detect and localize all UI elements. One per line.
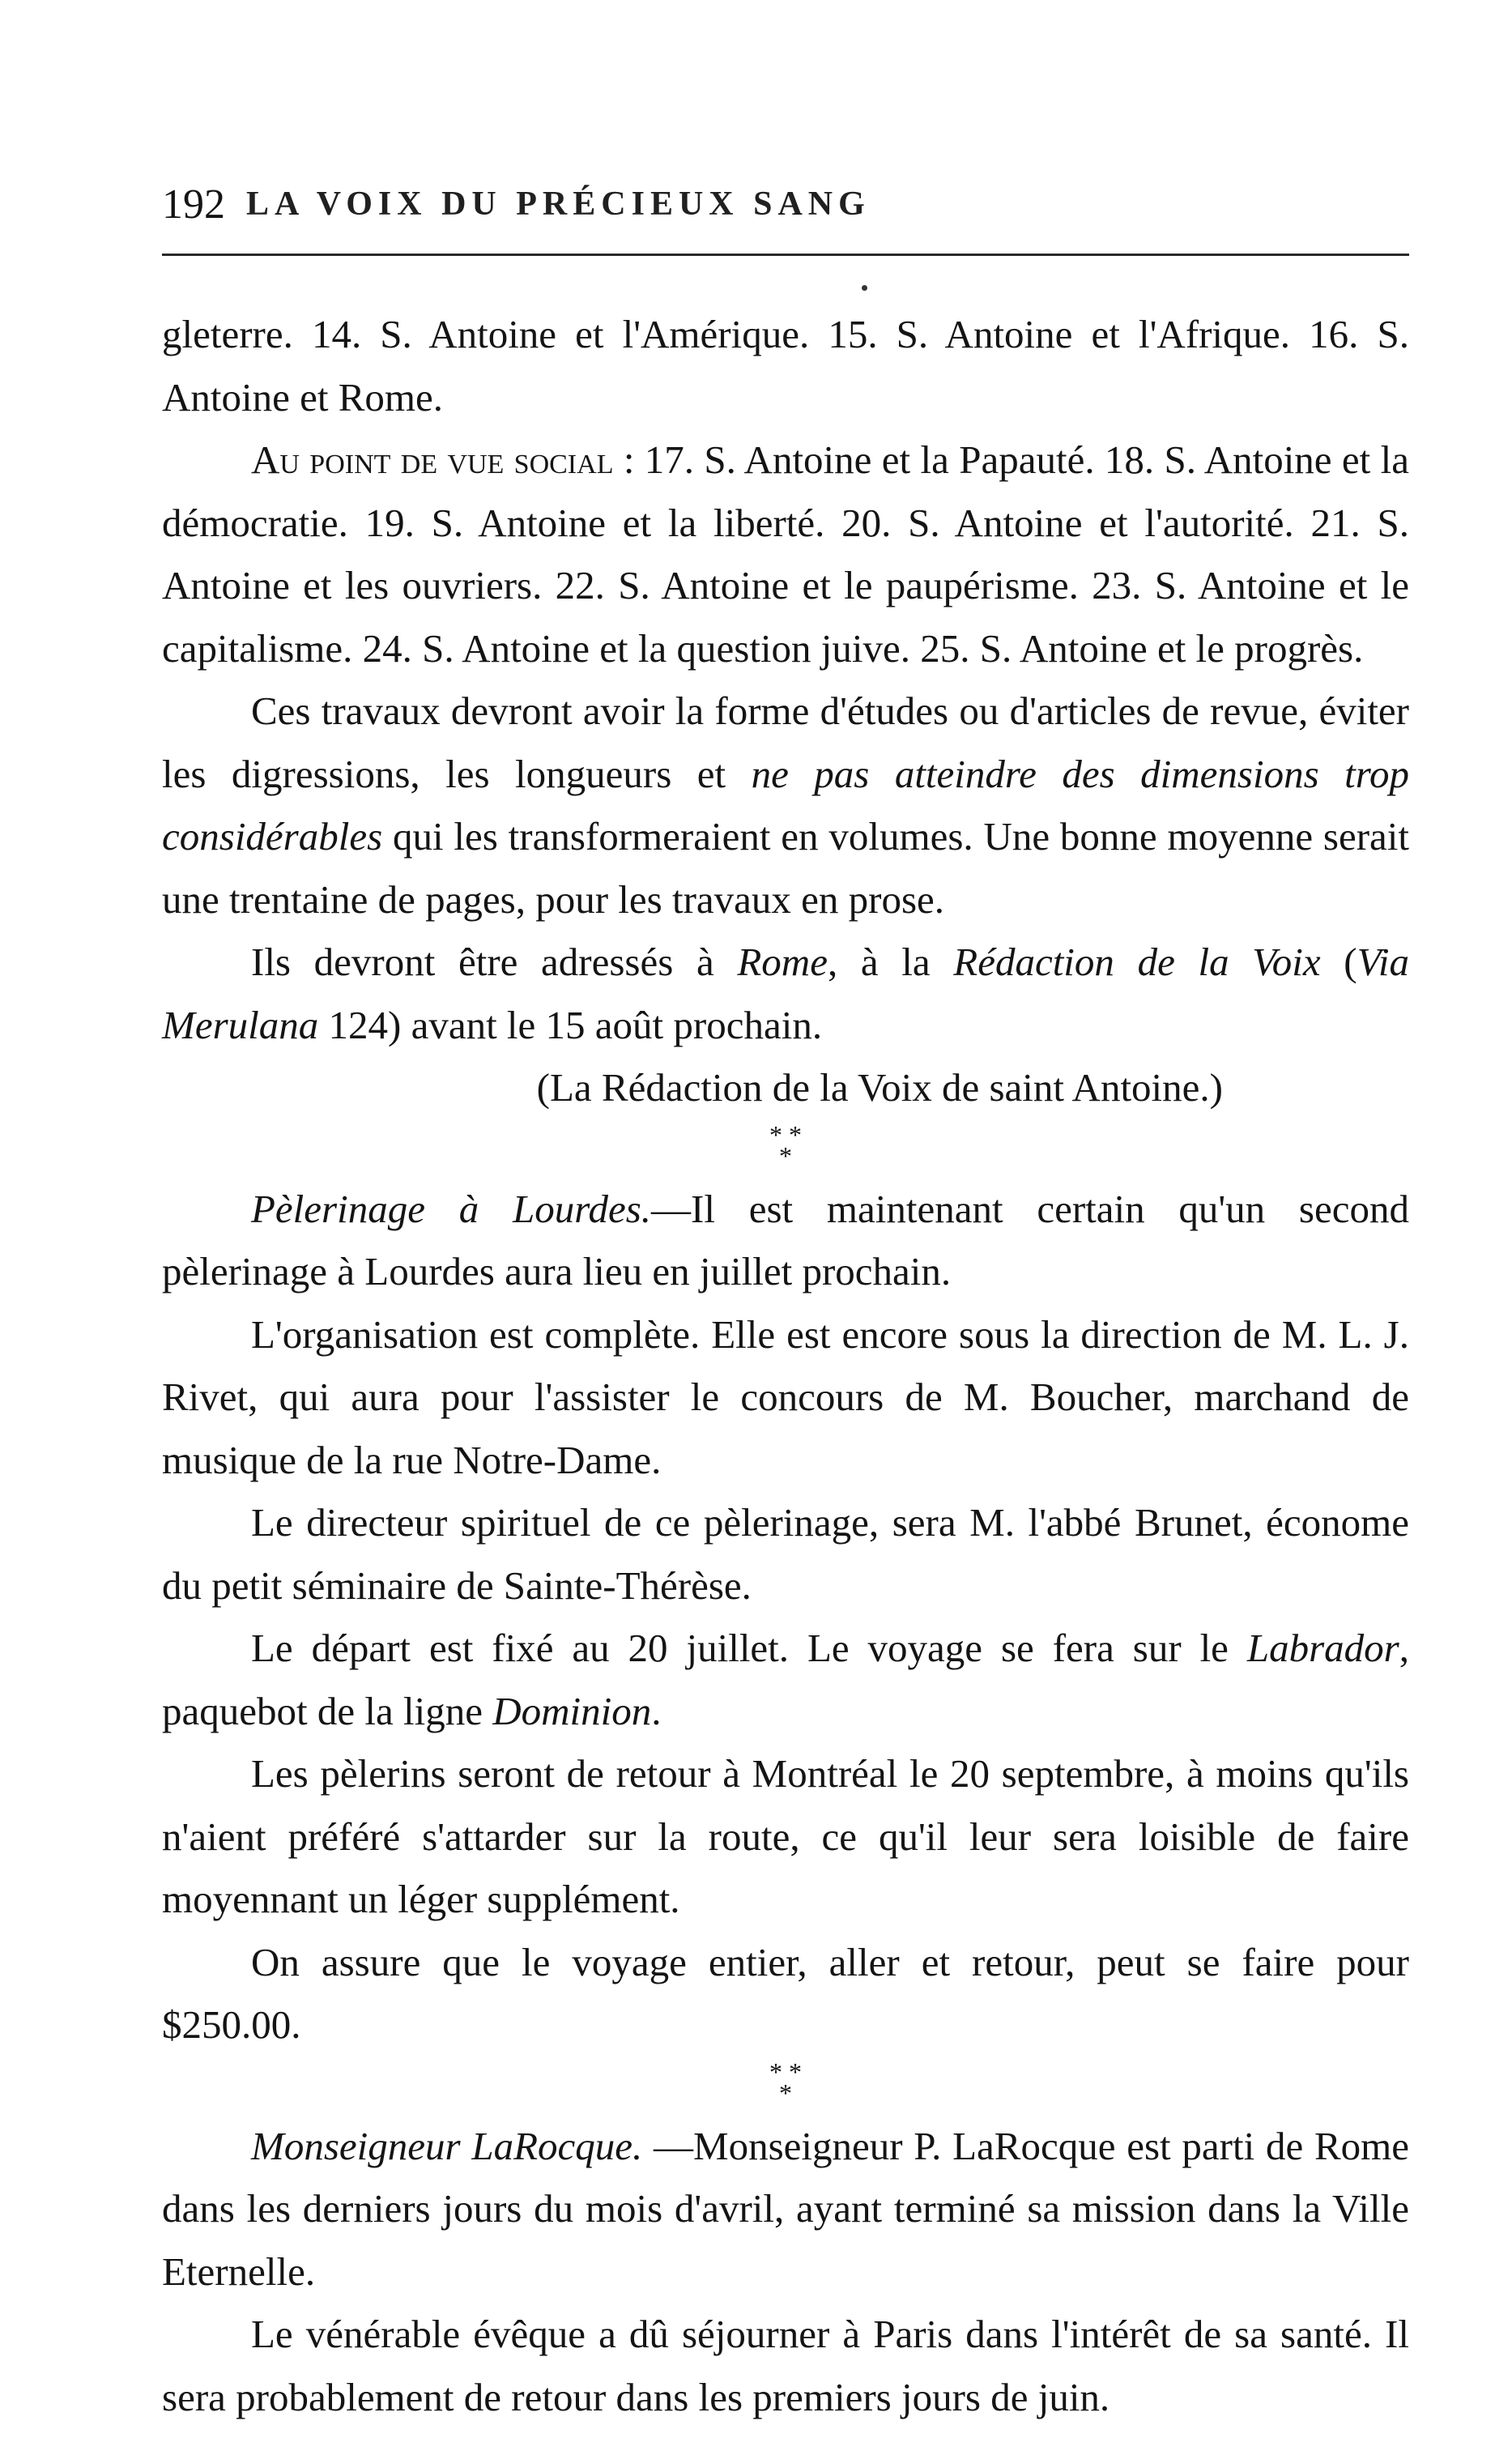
paragraph-health: Le vénérable évêque a dû séjourner à Paris dans l'intérêt de sa santé. Il sera probablement de retour dans les premiers jours de juin. bbox=[162, 2312, 1409, 2419]
page-header bbox=[162, 180, 1409, 228]
signature-line: (La Rédaction de la Voix de saint Antoine.) bbox=[536, 1065, 1223, 1110]
paragraph-address bbox=[162, 931, 1409, 1056]
page-body bbox=[162, 303, 1409, 2428]
text-run: , paquebot de la ligne bbox=[162, 1626, 1409, 1733]
italic-run: Via Merulana bbox=[162, 940, 1409, 1047]
italic-heading: Pèlerinage à Lourdes. bbox=[251, 1186, 652, 1231]
paragraph-topics-continued: gleterre. 14. S. Antoine et l'Amérique. 15. S. Antoine et l'Afrique. 16. S. Antoine et Rome. bbox=[162, 312, 1409, 420]
paragraph-social-topics bbox=[162, 428, 1409, 680]
paragraph-larocque bbox=[162, 2115, 1409, 2304]
paragraph-guidelines bbox=[162, 680, 1409, 931]
ornament-dot bbox=[862, 285, 867, 291]
text-run: qui les transformeraient en volumes. Une bonne moyenne serait une trentaine de pages, pour les travaux en prose. bbox=[162, 814, 1409, 922]
section-lead: Au point de vue social : bbox=[251, 437, 635, 482]
text-run: Ces travaux devront avoir la forme d'études ou d'articles de revue, éviter les digressions, les longueurs et bbox=[162, 688, 1409, 796]
italic-run: ne pas atteindre des dimensions trop considérables bbox=[162, 751, 1409, 859]
italic-run: Dominion bbox=[492, 1688, 652, 1733]
paragraph-organisation: L'organisation est complète. Elle est encore sous la direction de M. L. J. Rivet, qui aura pour l'assister le concours de M. Boucher, marchand de musique de la rue Notre-Dame. bbox=[162, 1311, 1409, 1482]
paragraph-text: —Il est maintenant certain qu'un second pèlerinage à Lourdes aura lieu en juillet prochain. bbox=[162, 1186, 1409, 1294]
paragraph-text: —Monseigneur P. LaRocque est parti de Rome dans les derniers jours du mois d'avril, ayant terminé sa mission dans la Ville Eternelle. bbox=[162, 2123, 1409, 2294]
section-separator: * * * bbox=[769, 1119, 802, 1170]
text-run: Le départ est fixé au 20 juillet. Le voyage se fera sur le bbox=[251, 1626, 1247, 1670]
italic-run: Rome bbox=[737, 940, 828, 984]
text-run: . bbox=[651, 1688, 662, 1733]
paragraph-return: Les pèlerins seront de retour à Montréal le 20 septembre, à moins qu'ils n'aient préféré s'attarder sur la route, ce qu'il leur sera loisible de faire moyennant un léger supplément. bbox=[162, 1751, 1409, 1921]
text-run: , à la bbox=[827, 940, 954, 984]
section-separator: * * * bbox=[769, 2057, 802, 2108]
running-head: LA VOIX DU PRÉCIEUX SANG bbox=[246, 185, 871, 223]
italic-run: Labrador bbox=[1246, 1626, 1399, 1670]
header-rule bbox=[162, 254, 1409, 256]
text-run: 124) avant le 15 août prochain. bbox=[318, 1002, 823, 1047]
page-number: 192 bbox=[162, 181, 225, 228]
italic-heading: Monseigneur LaRocque. bbox=[251, 2123, 643, 2168]
text-run: ( bbox=[1320, 940, 1357, 984]
paragraph-text: 17. S. Antoine et la Papauté. 18. S. Antoine et la démocratie. 19. S. Antoine et la liberté. 20. S. Antoine et l'autorité. 21. S. Antoine et les ouvriers. 22. S. Antoine et le paupérisme. 23. S. Antoine et le capitalisme. 24. S. Antoine et la question juive. 25. S. Antoine et le progrès. bbox=[162, 437, 1409, 671]
paragraph-lourdes bbox=[162, 1178, 1409, 1303]
paragraph-departure bbox=[162, 1617, 1409, 1742]
italic-run: Rédaction de la Voix bbox=[953, 940, 1321, 984]
text-run: Ils devront être adressés à bbox=[251, 940, 738, 984]
paragraph-cost: On assure que le voyage entier, aller et retour, peut se faire pour $250.00. bbox=[162, 1939, 1409, 2047]
paragraph-director: Le directeur spirituel de ce pèlerinage, sera M. l'abbé Brunet, économe du petit séminaire de Sainte-Thérèse. bbox=[162, 1500, 1409, 1608]
